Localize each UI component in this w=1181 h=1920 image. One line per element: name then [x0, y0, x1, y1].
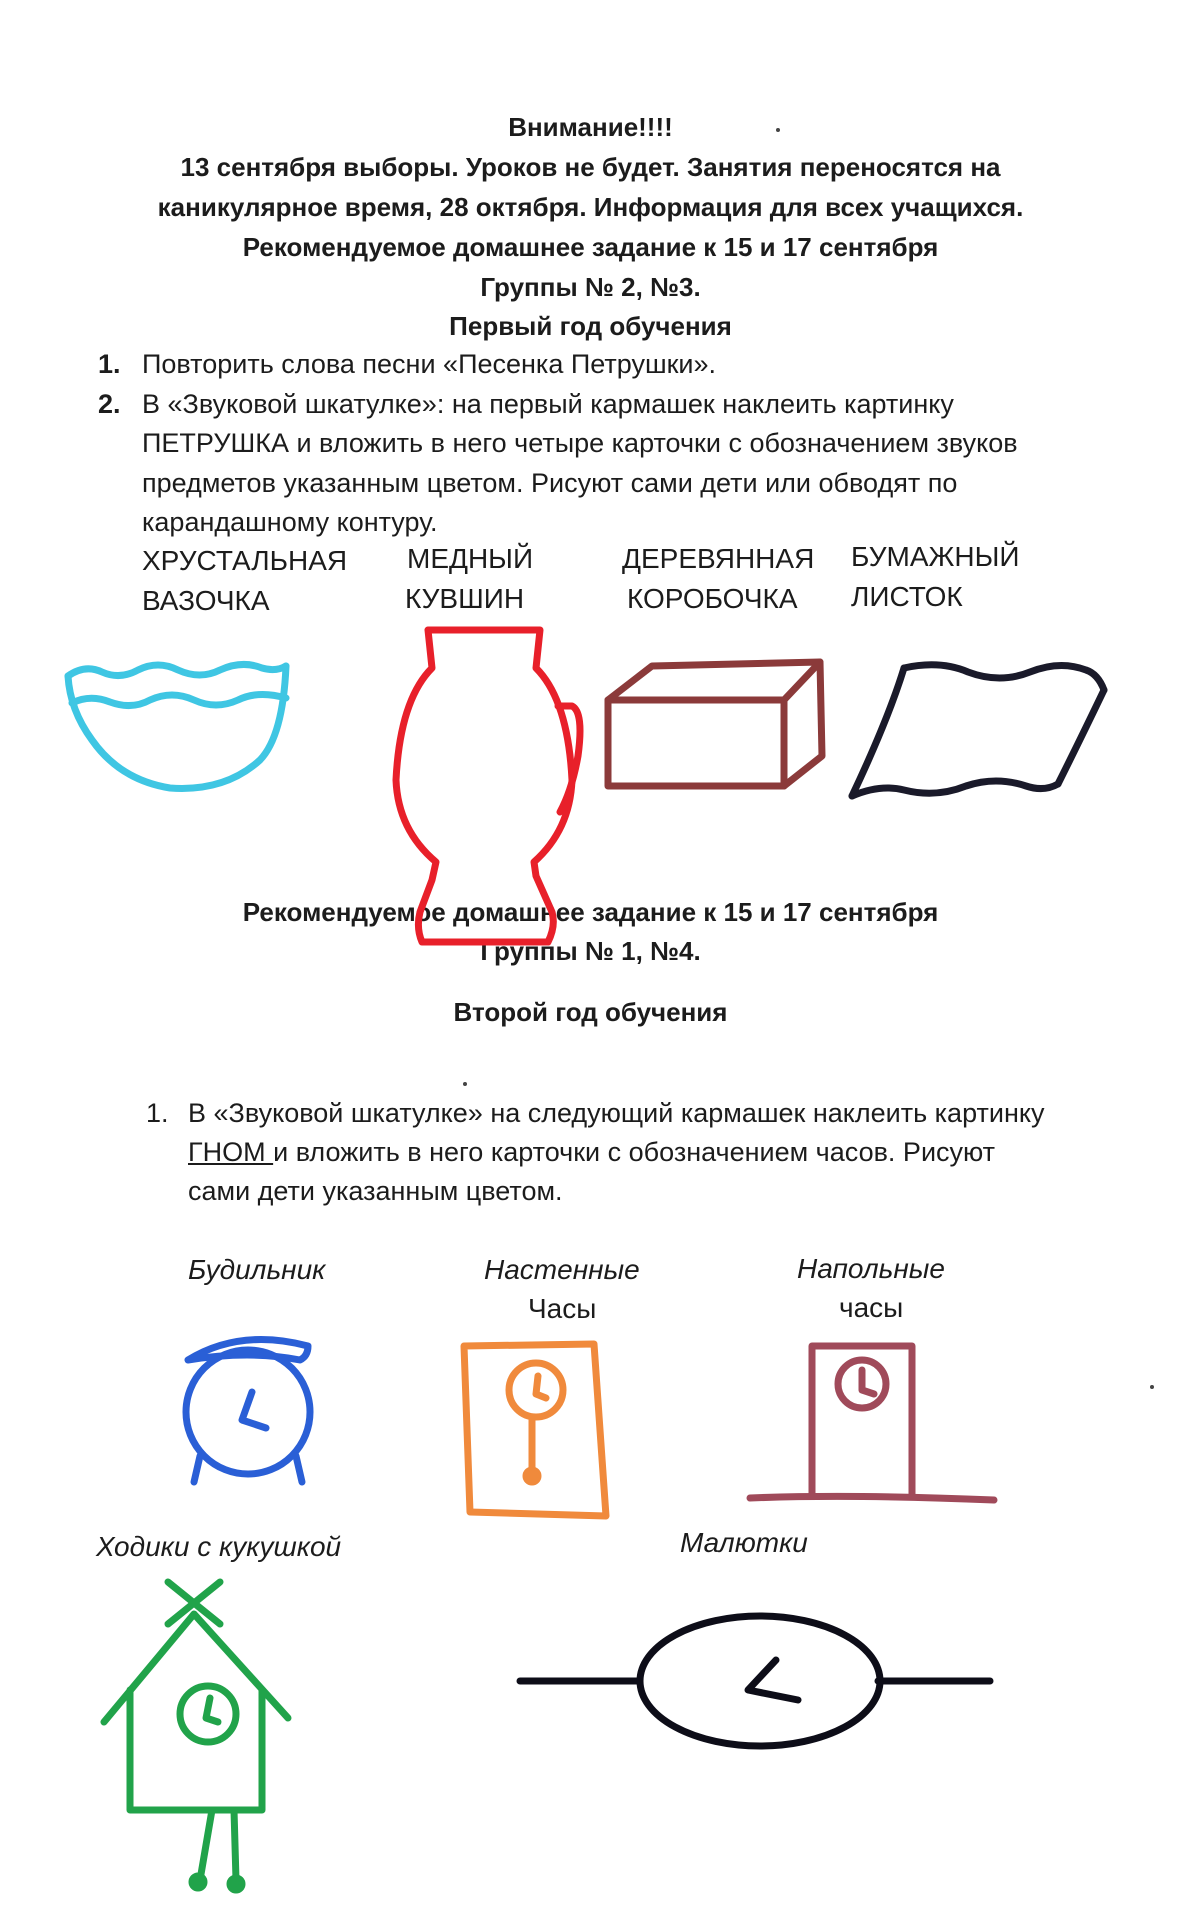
item-gnome-number: 1.	[146, 1098, 169, 1128]
item-2-line-4: карандашному контуру.	[142, 507, 438, 537]
label-crystal-bowl-1: ХРУСТАЛЬНАЯ	[142, 545, 348, 576]
study-year-2: Второй год обучения	[453, 997, 728, 1027]
homework-title-1: Рекомендуемое домашнее задание к 15 и 17 сентября	[242, 232, 939, 262]
small-clock-icon	[520, 1616, 990, 1746]
cuckoo-clock-icon	[104, 1582, 288, 1890]
label-floor-clock-2: часы	[839, 1292, 904, 1323]
wooden-box-icon	[608, 662, 822, 786]
item-gnome-line-1: В «Звуковой шкатулке» на следующий кармашек наклеить картинку	[188, 1098, 1045, 1128]
crystal-bowl-icon	[68, 664, 286, 788]
item-2-line-1: В «Звуковой шкатулке»: на первый кармашек наклеить картинку	[142, 389, 954, 419]
scan-speck	[776, 128, 780, 132]
item-gnome-line-3: сами дети указанным цветом.	[188, 1176, 563, 1206]
scan-speck	[463, 1082, 467, 1086]
groups-2: Группы № 1, №4.	[480, 936, 701, 966]
label-small-clock: Малютки	[680, 1527, 808, 1558]
scan-speck	[1150, 1385, 1154, 1389]
copper-jug-icon	[396, 630, 580, 942]
item-2-line-3: предметов указанным цветом. Рисуют сами дети или обводят по	[142, 468, 958, 498]
notice-line-1: 13 сентября выборы. Уроков не будет. Занятия переносятся на	[180, 152, 1001, 182]
wall-clock-icon	[464, 1344, 606, 1516]
item-1-number: 1.	[98, 349, 121, 379]
groups-1: Группы № 2, №3.	[480, 272, 701, 302]
label-crystal-bowl-2: ВАЗОЧКА	[142, 585, 270, 616]
label-copper-jug-1: МЕДНЫЙ	[407, 543, 534, 574]
item-gnome-line-2-rest: и вложить в него карточки с обозначением часов. Рисуют	[273, 1137, 996, 1167]
homework-title-2: Рекомендуемое домашнее задание к 15 и 17 сентября	[242, 897, 939, 927]
gnome-underlined: ГНОМ	[188, 1137, 274, 1167]
paper-sheet-icon	[852, 665, 1104, 796]
alarm-clock-icon	[186, 1340, 310, 1482]
floor-clock-icon	[750, 1346, 994, 1500]
study-year-1: Первый год обучения	[449, 311, 732, 341]
label-paper-sheet-2: ЛИСТОК	[851, 581, 963, 612]
notice-line-2: каникулярное время, 28 октября. Информация для всех учащихся.	[157, 192, 1024, 222]
label-wall-clock-2: Часы	[528, 1293, 597, 1324]
attention-heading: Внимание!!!!	[508, 112, 673, 142]
label-copper-jug-2: КУВШИН	[405, 583, 525, 614]
label-wall-clock-1: Настенные	[484, 1254, 640, 1285]
label-cuckoo-clock: Ходики с кукушкой	[96, 1531, 342, 1562]
item-2-number: 2.	[98, 389, 121, 419]
label-floor-clock-1: Напольные	[797, 1253, 945, 1284]
label-alarm-clock: Будильник	[188, 1254, 326, 1285]
label-wooden-box-1: ДЕРЕВЯННАЯ	[622, 543, 815, 574]
item-2-line-2: ПЕТРУШКА и вложить в него четыре карточки с обозначением звуков	[142, 428, 1018, 458]
item-1-text: Повторить слова песни «Песенка Петрушки».	[142, 349, 717, 379]
label-wooden-box-2: КОРОБОЧКА	[627, 583, 798, 614]
label-paper-sheet-1: БУМАЖНЫЙ	[851, 541, 1020, 572]
